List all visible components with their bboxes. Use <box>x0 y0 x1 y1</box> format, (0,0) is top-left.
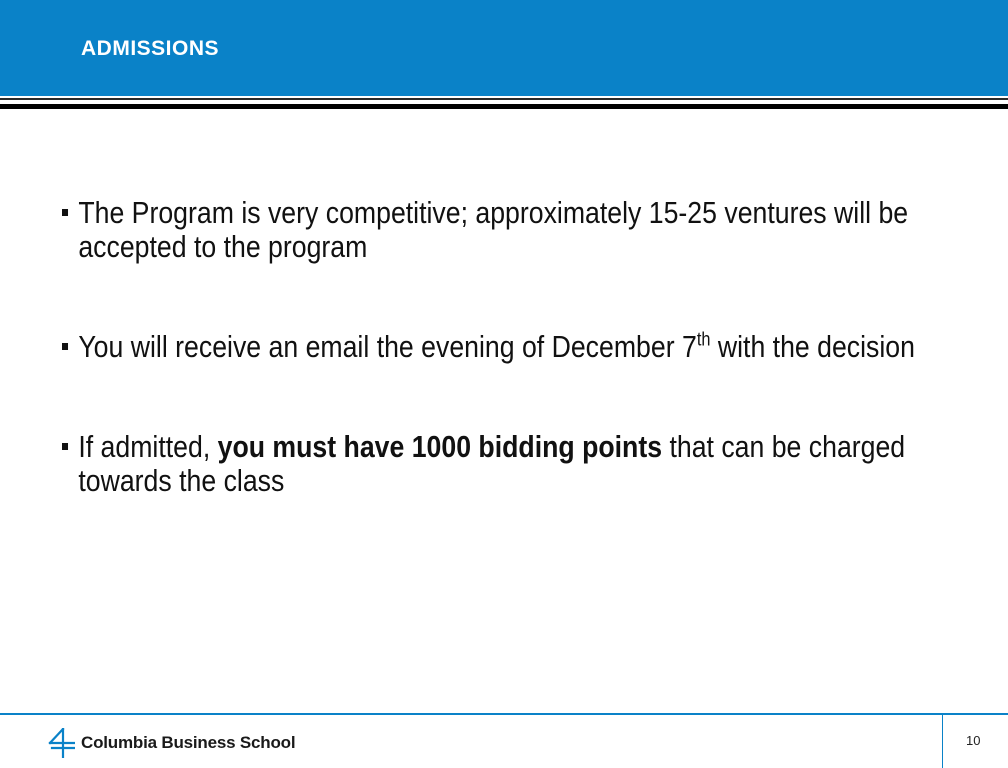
columbia-crown-icon <box>47 728 75 758</box>
footer-vertical-divider <box>942 715 943 768</box>
header-divider-thin <box>0 98 1008 100</box>
bullet-emphasis: you must have 1000 bidding points <box>217 429 663 464</box>
logo-text: Columbia Business School <box>81 733 296 752</box>
bullet-text-part: with the decision <box>710 329 915 364</box>
bullet-item-bidding-points <box>62 430 938 498</box>
bullet-text-part: You will receive an email the evening of December 7 <box>78 329 697 364</box>
bullet-item-email-decision <box>62 330 938 364</box>
page-number: 10 <box>966 733 981 748</box>
square-bullet-icon <box>62 209 68 216</box>
slide-header-bar <box>0 0 1008 96</box>
footer-divider <box>0 713 1008 715</box>
bullet-text-part: that can be charged towards the class <box>78 429 906 498</box>
bullet-list <box>62 196 942 498</box>
bullet-item-competitive <box>62 196 938 264</box>
slide-title: ADMISSIONS <box>81 37 220 60</box>
bullet-text: The Program is very competitive; approximately 15-25 ventures will be accepted to the program <box>78 195 909 264</box>
ordinal-superscript: th <box>696 329 711 351</box>
square-bullet-icon <box>62 443 68 450</box>
square-bullet-icon <box>62 343 68 350</box>
header-divider-thick <box>0 104 1008 109</box>
bullet-text-part: If admitted, <box>78 429 218 464</box>
columbia-logo <box>47 727 295 759</box>
